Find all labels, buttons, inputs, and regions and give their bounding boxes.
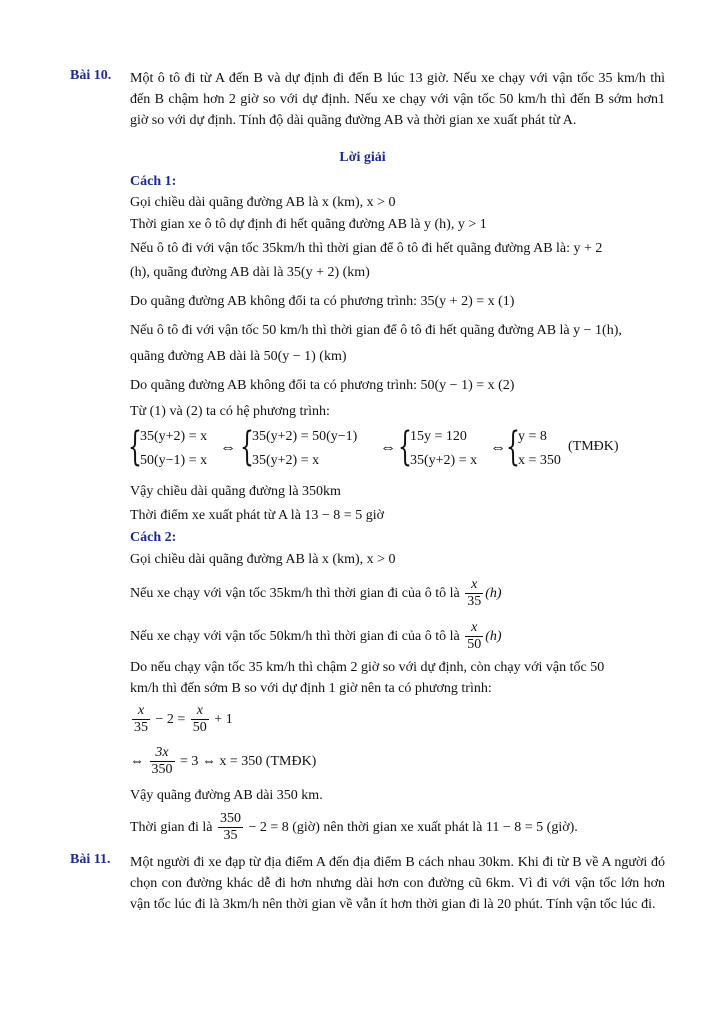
system-4-row-1: y = 8 bbox=[518, 429, 547, 444]
problem-10-text: Một ô tô đi từ A đến B và dự định đi đến B lúc 13 giờ. Nếu xe chạy với vận tốc 35 km/h thì đến B chậm hơn 2 giờ so với dự định. Nếu xe chạy với vận tốc 50 km/h thì đến B sớm hơn1 giờ so với dự định. Tính độ dài quãng đường AB và thời gian xe xuất phát từ A. bbox=[130, 71, 665, 128]
method-1-line-11: Thời điểm xe xuất phát từ A là 13 − 8 = 5 giờ bbox=[130, 508, 384, 523]
problem-11-label: Bài 11. bbox=[70, 852, 111, 867]
fraction: $\frac{3x}{350}$ bbox=[151, 745, 173, 778]
method-1-line-2: Thời gian xe ô tô dự định đi hết quãng đường AB là y (h), y > 1 bbox=[130, 217, 487, 232]
system-2-row-1: 35(y+2) = 50(y−1) bbox=[252, 429, 358, 444]
equivalence-arrow: ⇔ bbox=[380, 439, 396, 456]
fraction: $\frac{x}{35}$ bbox=[467, 577, 482, 610]
system-4-row-2: x = 350 bbox=[518, 453, 561, 468]
equivalence-arrow: ⇔ bbox=[490, 439, 506, 456]
fraction: $\frac{350}{35}$ bbox=[219, 811, 241, 844]
method-2-equation-1: $\frac{x}{35}$ − 2 = $\frac{x}{50}$ + 1 bbox=[134, 703, 233, 736]
system-1-row-2: 50(y−1) = x bbox=[140, 453, 208, 468]
method-1-title: Cách 1: bbox=[130, 174, 177, 189]
system-3-row-2: 35(y+2) = x bbox=[410, 453, 478, 468]
method-2-title: Cách 2: bbox=[130, 530, 177, 545]
solution-title: Lời giải bbox=[339, 150, 386, 165]
method-1-line-3: Nếu ô tô đi với vận tốc 35km/h thì thời gian để ô tô đi hết quãng đường AB là: y + 2 bbox=[130, 241, 603, 256]
equation-systems: { 35(y+2) = x 50(y−1) = x ⇔ { 35(y+2) = 50(y−1) 35(y+2) = x ⇔ { 15y = 120 35(y+2) = x ⇔ { y = 8 x = 350 (TMĐK) bbox=[128, 424, 619, 470]
problem-11-text: Một người đi xe đạp từ địa điểm A đến địa điểm B cách nhau 30km. Khi đi từ B về A người đó chọn con đường khác dễ đi hơn nhưng dài hơn con đường cũ 6km. Vì đi với vận tốc lớn hơn vận tốc lúc đi là 3km/h nên thời gian về vẫn ít hơn thời gian đi là 20 phút. Tính vận tốc lúc đi. bbox=[130, 855, 665, 912]
method-1-line-8: Do quãng đường AB không đổi ta có phương trình: 50(y − 1) = x (2) bbox=[130, 378, 515, 393]
method-2-line-6: Vậy quãng đường AB dài 350 km. bbox=[130, 788, 323, 803]
method-1-line-6: Nếu ô tô đi với vận tốc 50 km/h thì thời gian để ô tô đi hết quãng đường AB là y − 1(h), bbox=[130, 323, 622, 338]
method-1-line-9: Từ (1) và (2) ta có hệ phương trình: bbox=[130, 404, 330, 419]
method-1-line-10: Vậy chiều dài quãng đường là 350km bbox=[130, 484, 341, 499]
method-2-line-3: Nếu xe chạy với vận tốc 50km/h thì thời gian đi của ô tô là $\frac{x}{50}$ (h) bbox=[130, 620, 502, 653]
method-1-line-7: quãng đường AB dài là 50(y − 1) (km) bbox=[130, 349, 347, 364]
method-2-line-7: Thời gian đi là $\frac{350}{35}$ − 2 = 8 (giờ) nên thời gian xe xuất phát là 11 − 8 = 5 (giờ). bbox=[130, 811, 578, 844]
method-2-line-4: Do nếu chạy vận tốc 35 km/h thì chậm 2 giờ so với dự định, còn chạy với vận tốc 50 bbox=[130, 660, 605, 675]
fraction: $\frac{x}{50}$ bbox=[467, 620, 482, 653]
system-2-row-2: 35(y+2) = x bbox=[252, 453, 320, 468]
fraction: $\frac{x}{35}$ bbox=[134, 703, 148, 736]
system-3-row-1: 15y = 120 bbox=[410, 429, 467, 444]
method-1-line-1: Gọi chiều dài quãng đường AB là x (km), x > 0 bbox=[130, 195, 396, 210]
equivalence-arrow: ⇔ bbox=[220, 439, 236, 456]
problem-10-label: Bài 10. bbox=[70, 68, 112, 83]
method-2-line-2: Nếu xe chạy với vận tốc 35km/h thì thời gian đi của ô tô là $\frac{x}{35}$ (h) bbox=[130, 577, 502, 610]
fraction: $\frac{x}{50}$ bbox=[192, 703, 207, 736]
system-1-row-1: 35(y+2) = x bbox=[140, 429, 208, 444]
method-1-line-5: Do quãng đường AB không đổi ta có phương trình: 35(y + 2) = x (1) bbox=[130, 294, 515, 309]
condition-note: (TMĐK) bbox=[568, 439, 619, 454]
method-2-line-1: Gọi chiều dài quãng đường AB là x (km), x > 0 bbox=[130, 552, 396, 567]
method-1-line-4: (h), quãng đường AB dài là 35(y + 2) (km) bbox=[130, 265, 370, 280]
method-2-equation-2: ⇔ $\frac{3x}{350}$ = 3 ⇔ x = 350 (TMĐK) bbox=[130, 745, 317, 778]
method-2-line-5: km/h thì đến sớm B so với dự định 1 giờ nên ta có phương trình: bbox=[130, 681, 492, 696]
